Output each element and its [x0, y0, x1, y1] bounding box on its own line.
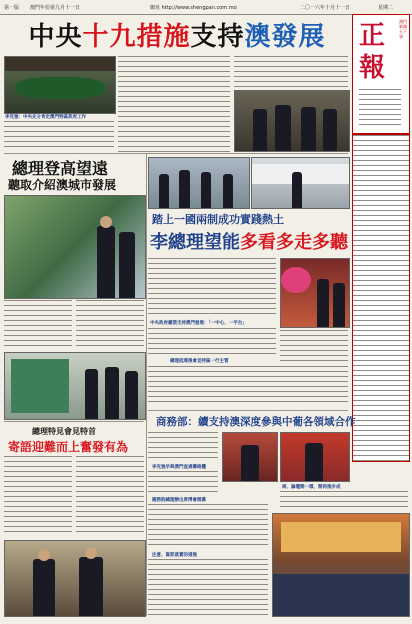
- article-text-block: [76, 300, 144, 350]
- person: [305, 443, 323, 481]
- headline-part4: 澳發展: [244, 21, 326, 52]
- article-text-block: [76, 456, 144, 536]
- center-headline-2b: 多看多走多聽: [240, 232, 348, 253]
- date: 二〇一六年十月十一日: [300, 5, 351, 11]
- page-header: [0, 0, 412, 15]
- subheading: 商、論壇開一環、開再推步成: [282, 485, 341, 490]
- person: [97, 226, 115, 298]
- masthead: [352, 14, 410, 134]
- small-headline: 總理特見會見特首: [32, 427, 96, 436]
- display-board: [11, 359, 69, 413]
- conference-table: [15, 77, 105, 99]
- person: [317, 279, 329, 327]
- article-text-block: [148, 559, 268, 615]
- info-column: [352, 134, 410, 462]
- person-head: [85, 547, 97, 559]
- welcome-photo: [280, 258, 350, 328]
- meeting-handshake-photo: [4, 540, 146, 617]
- subheading: 李克強早與澳門直通聯絡體: [152, 465, 206, 470]
- speech-photo: [280, 432, 350, 482]
- business-headline: 商務部：續支持澳深度參與中葡各領域合作: [156, 416, 356, 428]
- person: [33, 559, 55, 616]
- logo-char-1: 正: [359, 21, 386, 51]
- section-headline: 總理登高望遠: [12, 159, 109, 178]
- issue-info: 澳門年份第九月十一日: [30, 5, 81, 11]
- forum-photo: [272, 513, 410, 617]
- subheading: 國務院總理辦出席博會開幕: [152, 498, 206, 503]
- divider: [148, 410, 348, 411]
- city-view-photo: [4, 195, 146, 299]
- person: [333, 283, 345, 327]
- handshake-photo: [234, 90, 350, 152]
- logo-char-2: 報: [359, 53, 386, 83]
- audience: [273, 574, 409, 616]
- person: [323, 109, 337, 151]
- person: [85, 369, 98, 419]
- column-divider: [146, 154, 147, 616]
- airplane-photo: [251, 157, 350, 209]
- article-text-block: [148, 328, 276, 356]
- person: [301, 107, 316, 151]
- article-text-block: [148, 471, 218, 495]
- website[interactable]: 網址 http://www.shengpan.com.mo: [150, 5, 237, 11]
- section-subheadline: 聽取介紹澳城市發展: [8, 178, 117, 192]
- subheading: 中央政府嚴禁支持澳門發展：「一中心、一平台」: [150, 321, 247, 326]
- article-text-block: [148, 432, 218, 462]
- article-text-block: [4, 121, 114, 149]
- person: [292, 172, 302, 208]
- flowers: [281, 267, 311, 293]
- center-headline-2a: 李總理望能: [150, 232, 240, 253]
- person: [105, 367, 119, 419]
- person: [79, 557, 103, 616]
- ceremony-photo: [222, 432, 278, 482]
- center-headline-1: 踏上一國兩制成功實踐熱土: [152, 213, 284, 226]
- photo-backdrop: [5, 57, 115, 71]
- person: [223, 174, 233, 208]
- headline-part1: 中央: [28, 21, 83, 52]
- masthead-slogan: 澳門新聞天下事: [399, 19, 407, 39]
- person: [159, 174, 169, 208]
- main-headline: [4, 15, 350, 53]
- weekday: 星期二: [378, 5, 394, 11]
- center-headline-2: [150, 228, 348, 254]
- headline-part3: 支持: [190, 21, 245, 52]
- article-text-block: [280, 491, 408, 511]
- divider: [4, 421, 144, 422]
- article-text-block: [4, 300, 72, 350]
- photo-caption: 李克強：中央充分肯定澳門特區政府工作: [5, 115, 86, 120]
- article-text-block: [148, 366, 348, 406]
- page-label: 第一版: [4, 5, 20, 11]
- person: [201, 172, 211, 208]
- person: [275, 105, 291, 151]
- person: [241, 445, 259, 481]
- divider: [4, 153, 348, 154]
- article-text-block: [148, 504, 268, 548]
- person: [119, 232, 135, 298]
- person: [253, 109, 267, 151]
- arrival-photo: [148, 157, 250, 209]
- exhibition-photo: [4, 352, 146, 420]
- headline-part2: 十九措施: [82, 21, 191, 52]
- article-text-block: [4, 456, 72, 536]
- article-text-block: [280, 330, 348, 364]
- subheading: 注意、資訊落實的措施: [152, 553, 197, 558]
- bottom-headline: 寄語迎難而上奮發有為: [8, 440, 129, 454]
- masthead-info-text: [359, 89, 401, 127]
- article-text-block: [234, 56, 348, 88]
- article-text-block: [148, 258, 276, 318]
- article-text-block: [118, 56, 230, 152]
- person: [125, 371, 138, 419]
- stage-banner: [281, 522, 401, 552]
- person-head: [100, 216, 112, 228]
- person-head: [38, 549, 50, 561]
- subheading: 總理抵達後會見特區一行主管: [170, 359, 229, 364]
- person: [179, 170, 190, 208]
- meeting-photo: [4, 56, 116, 114]
